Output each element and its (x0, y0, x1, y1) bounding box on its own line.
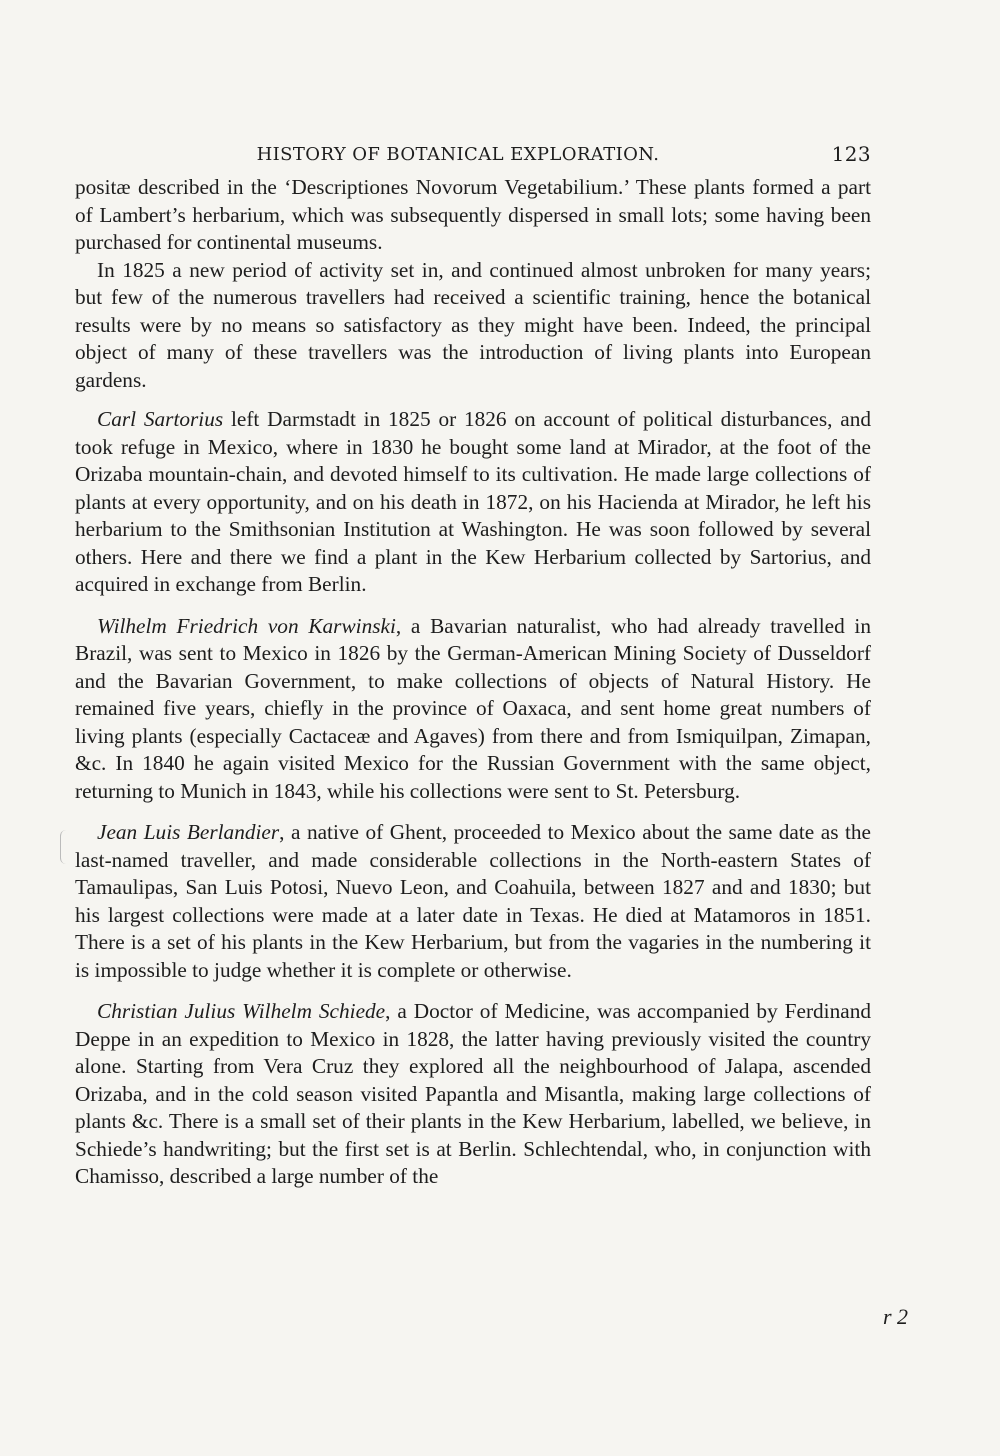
paragraph-karwinski-text: , a Bavarian naturalist, who had already travelled in Brazil, was sent to Mexico in 1826 by the German-American Mining Society of Dusseldorf and the Bavarian Government, to make collections of objects of Natural History. He remained five years, chiefly in the province of Oaxaca, and sent home great numbers of living plants (especially Cactaceæ and Agaves) from there and from Ismiquilpan, Zimapan, &c. In 1840 he again visited Mexico for the Russian Government with the same object, returning to Munich in 1843, while his collections were sent to St. Petersburg. (75, 613, 871, 803)
paragraph-schiede (75, 998, 871, 1191)
running-title: HISTORY OF BOTANICAL EXPLORATION. (256, 144, 660, 165)
person-name-sartorius: Carl Sartorius (97, 407, 224, 431)
paragraph-berlandier (75, 819, 871, 984)
person-name-karwinski: Wilhelm Friedrich von Karwinski (97, 613, 396, 638)
signature-mark: r 2 (882, 1304, 908, 1329)
margin-bracket-mark (60, 830, 67, 864)
page (75, 140, 871, 1191)
paragraph-schiede-text: , a Doctor of Medicine, was accompanied by Ferdinand Deppe in an expedition to Mexico in 1828, the latter having previously visited the country alone. Starting from Vera Cruz they explored all the neighbourhood of Jalapa, ascended Orizaba, and in the cold season visited Papantla and Misantla, making large collections of plants &c. There is a small set of their plants in the Kew Herbarium, labelled, we believe, in Schiede’s handwriting; but the first set is at Berlin. Schlechtendal, who, in conjunction with Chamisso, described a large number of the (75, 999, 871, 1188)
paragraph-sartorius-text: left Darmstadt in 1825 or 1826 on account of political disturbances, and took refuge in Mexico, where in 1830 he bought some land at Mirador, at the foot of the Orizaba mountain-chain, and devoted himself to its cultivation. He made large collections of plants at every opportunity, and on his death in 1872, on his Hacienda at Mirador, he left his herbarium to the Smithsonian Institution at Washington. He was soon followed by several others. Here and there we find a plant in the Kew Herbarium collected by Sartorius, and acquired in exchange from Berlin. (75, 407, 871, 596)
paragraph-berlandier-text: , a native of Ghent, proceeded to Mexico about the same date as the last-named traveller, and made considerable collections in the North-eastern States of Tamaulipas, San Luis Potosi, Nuevo Leon, and Coahuila, between 1827 and and 1830; but his largest collections were made at a later date in Texas. He died at Matamoros in 1851. There is a set of his plants in the Kew Herbarium, but from the vagaries in the numbering it is impossible to judge whether it is complete or otherwise. (75, 820, 871, 982)
body-text (75, 174, 871, 1191)
running-head (75, 140, 871, 174)
paragraph-sartorius (75, 406, 871, 599)
paragraph-karwinski (75, 613, 871, 806)
page-number: 123 (831, 142, 871, 166)
person-name-schiede: Christian Julius Wilhelm Schiede (97, 999, 386, 1023)
paragraph-new-period: In 1825 a new period of activity set in, and continued almost unbroken for many years; but few of the numerous travellers had received a scientific training, hence the botanical results were by no means so satisfactory as they might have been. Indeed, the principal object of many of these travellers was the introduction of living plants into European gardens. (75, 257, 871, 392)
paragraph-compositae-continuation: positæ described in the ‘Descriptiones Novorum Vegetabilium.’ These plants formed a part of Lambert’s herbarium, which was subsequently dispersed in small lots; some having been purchased for continental museums. (75, 175, 871, 254)
person-name-berlandier: Jean Luis Berlandier (97, 820, 280, 844)
